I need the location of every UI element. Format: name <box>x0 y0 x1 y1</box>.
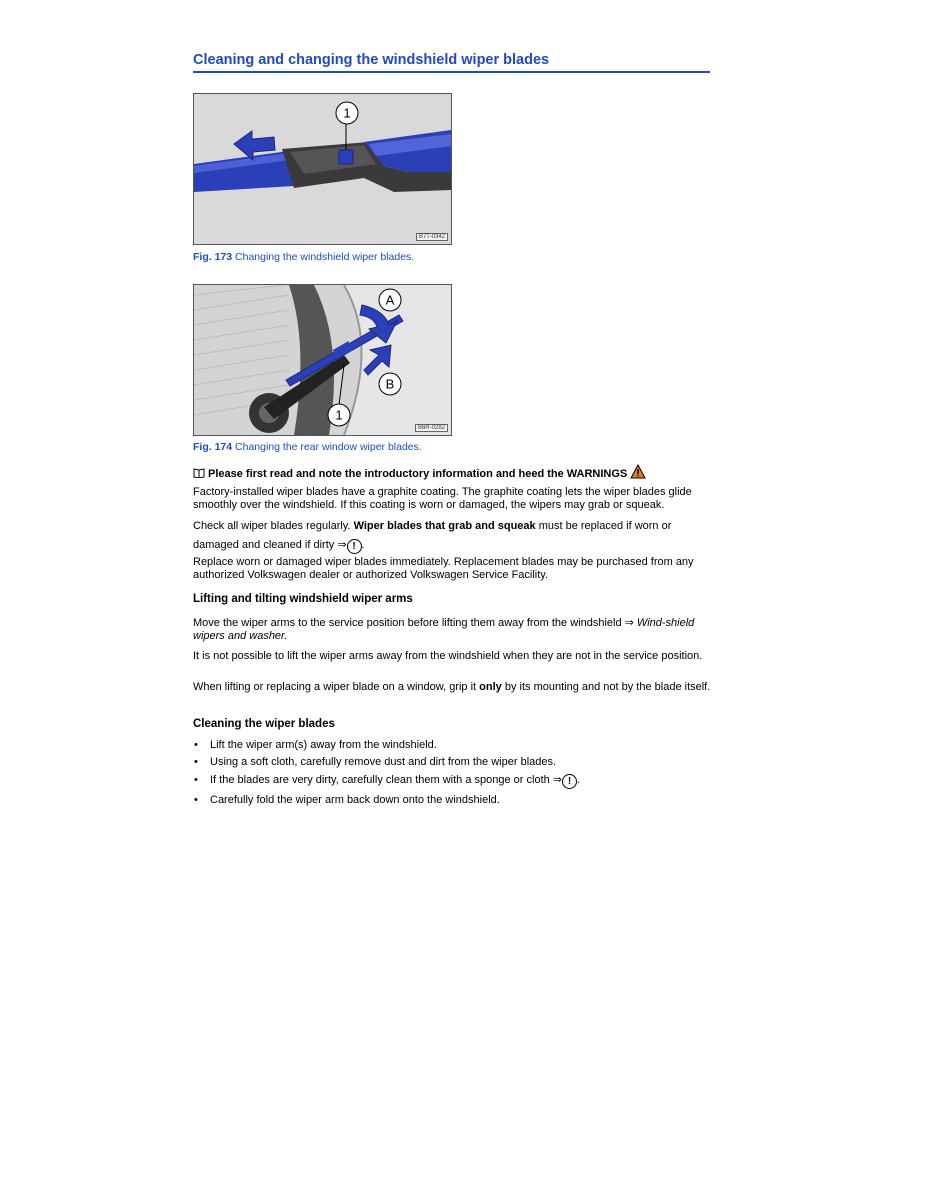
paragraph-replace: Replace worn or damaged wiper blades immediately. Replacement blades may be purchased from any authorized Volkswagen dealer or authorized Volkswagen Service Facility. <box>193 556 694 581</box>
figure-174-image <box>193 284 452 436</box>
callout-b-marker <box>378 372 402 396</box>
figure-173-caption <box>193 251 414 263</box>
cross-reference-link[interactable]: Wind-shield wipers and washer. <box>193 617 695 642</box>
book-icon <box>193 468 205 478</box>
list-item: • Carefully fold the wiper arm back down onto the windshield. <box>193 794 713 807</box>
paragraph-grip: When lifting or replacing a wiper blade on a window, grip it only by its mounting and not by the blade itself. <box>193 681 711 693</box>
figure-174-caption <box>193 441 422 453</box>
bold-phrase: Wiper blades that grab and squeak <box>353 520 536 532</box>
exclamation-circle-icon[interactable]: ! <box>347 539 362 554</box>
callout-b-label: B <box>385 376 395 392</box>
callout-1-label: 1 <box>335 407 343 423</box>
paragraph-service-position: Move the wiper arms to the service position before lifting them away from the windshield ⇒ Wind-shield wipers and washer. <box>193 617 695 642</box>
paragraph-graphite: Factory-installed wiper blades have a graphite coating. The graphite coating lets the wiper blades glide smoothly over the windshield. If this coating is worn or damaged, the wipers may grab or squeak. <box>193 486 692 511</box>
figure-number: Fig. 174 <box>193 441 233 453</box>
callout-1-marker <box>335 101 359 125</box>
caption-text: Changing the windshield wiper blades. <box>235 251 415 263</box>
figure-code: B6R-0282 <box>415 424 448 432</box>
paragraph-check-blades: Check all wiper blades regularly. Wiper blades that grab and squeak must be replaced if worn or damaged and cleaned if dirty ⇒ ! . <box>193 520 672 552</box>
figure-173-image <box>193 93 452 245</box>
callout-1-marker <box>327 403 351 427</box>
list-item: • Using a soft cloth, carefully remove dust and dirt from the wiper blades. <box>193 756 713 769</box>
figure-code: B7T-0342 <box>416 233 448 241</box>
page-title: Cleaning and changing the windshield wiper blades <box>193 52 710 73</box>
callout-1-label: 1 <box>343 105 351 121</box>
exclamation-circle-icon[interactable]: ! <box>562 774 577 789</box>
bold-only: only <box>479 681 502 693</box>
list-item: • Lift the wiper arm(s) away from the windshield. <box>193 739 713 752</box>
callout-a-marker <box>378 288 402 312</box>
caption-text: Changing the rear window wiper blades. <box>235 441 422 453</box>
figure-number: Fig. 173 <box>193 251 233 263</box>
cleaning-steps-list <box>193 739 713 811</box>
warning-triangle-icon <box>630 464 646 479</box>
intro-text: Please first read and note the introductory information and heed the WARNINGS <box>208 468 628 480</box>
section-heading-cleaning: Cleaning the wiper blades <box>193 718 335 730</box>
intro-note <box>193 464 713 481</box>
paragraph-not-possible: It is not possible to lift the wiper arms away from the windshield when they are not in the service position. <box>193 650 703 662</box>
list-item: • If the blades are very dirty, carefully clean them with a sponge or cloth ⇒ ! . <box>193 771 713 790</box>
callout-a-label: A <box>385 292 395 308</box>
section-heading-lifting: Lifting and tilting windshield wiper arms <box>193 593 413 605</box>
